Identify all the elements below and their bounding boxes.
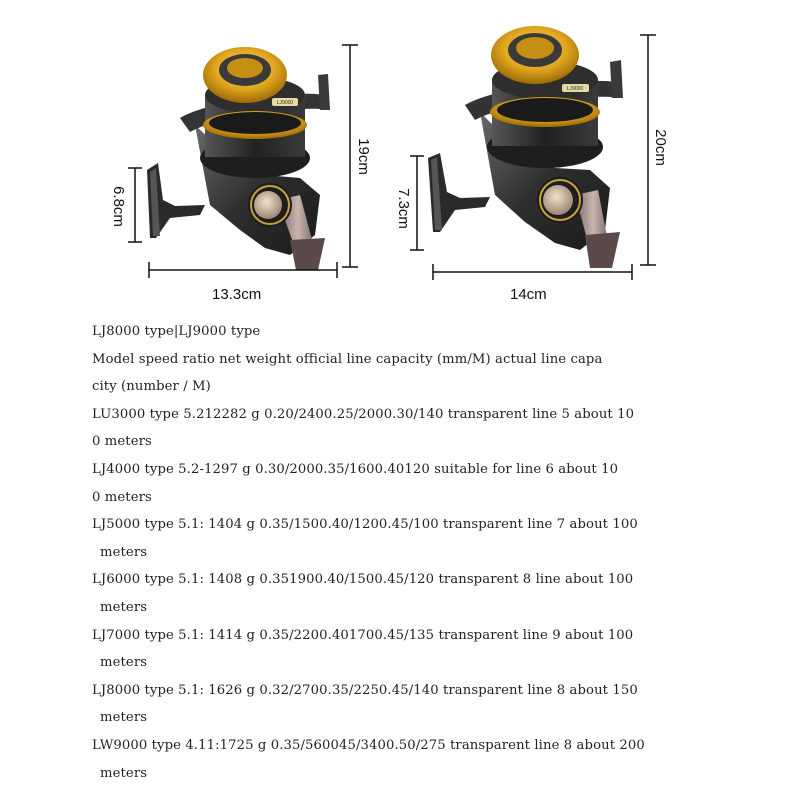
reel-right-width-label: 14cm — [510, 286, 547, 303]
reel-right-image — [428, 26, 623, 268]
specs-text-block — [92, 318, 742, 787]
specs-line: LW9000 type 4.11:1725 g 0.35/560045/3400.50/275 transparent line 8 about 200 — [92, 737, 645, 753]
specs-line: meters — [100, 655, 148, 671]
specs-line: LU3000 type 5.212282 g 0.20/2400.25/2000.30/140 transparent line 5 about 10 — [92, 406, 635, 422]
reel-right-handle-label: 7.3cm — [394, 188, 412, 229]
product-figure — [0, 0, 800, 315]
specs-line: LJ5000 type 5.1: 1404 g 0.35/1500.40/1200.45/100 transparent line 7 about 100 — [92, 517, 638, 533]
reel-right-height-label: 20cm — [651, 129, 669, 166]
reel-right-badge: LJ9000 — [566, 86, 584, 92]
reel-left-height-label: 19cm — [354, 138, 372, 175]
specs-line: LJ4000 type 5.2-1297 g 0.30/2000.35/1600.40120 suitable for line 6 about 10 — [92, 461, 619, 477]
specs-line: meters — [100, 710, 148, 726]
reel-left-image — [147, 47, 330, 270]
specs-line: LJ7000 type 5.1: 1414 g 0.35/2200.401700.45/135 transparent line 9 about 100 — [92, 627, 634, 643]
specs-line: city (number / M) — [92, 379, 211, 395]
reel-left-badge: LJ9000 — [276, 100, 294, 106]
specs-line: meters — [100, 599, 148, 615]
reel-left-handle-label: 6.8cm — [109, 186, 127, 227]
reel-left-width-label: 13.3cm — [212, 286, 262, 303]
specs-line: 0 meters — [92, 489, 152, 505]
specs-line: meters — [100, 544, 148, 560]
specs-line: LJ6000 type 5.1: 1408 g 0.351900.40/1500.45/120 transparent 8 line about 100 — [92, 572, 634, 588]
specs-line: LJ8000 type|LJ9000 type — [92, 324, 261, 339]
specs-line: Model speed ratio net weight official line capacity (mm/M) actual line capa — [92, 351, 603, 367]
specs-line: meters — [100, 765, 148, 781]
reels-illustration — [0, 0, 800, 315]
specs-line: LJ8000 type 5.1: 1626 g 0.32/2700.35/2250.45/140 transparent line 8 about 150 — [92, 682, 638, 698]
specs-line: 0 meters — [92, 434, 152, 450]
